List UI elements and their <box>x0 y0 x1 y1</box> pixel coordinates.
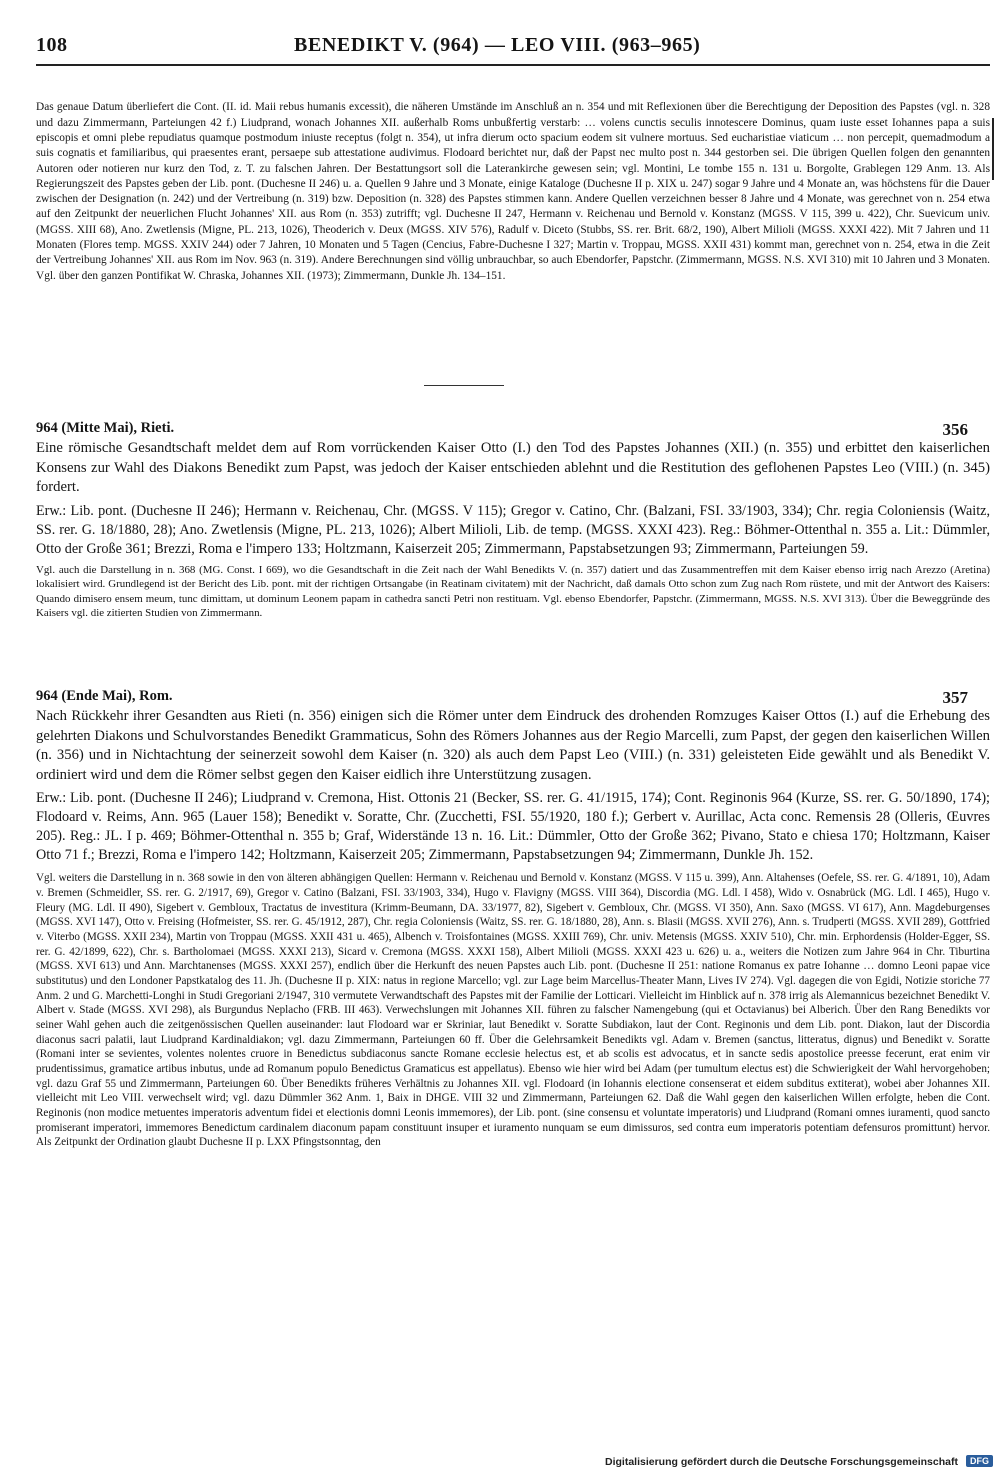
entry-date-place: 964 (Ende Mai), Rom. <box>36 688 173 704</box>
section-separator <box>424 385 504 386</box>
entry-date-place: 964 (Mitte Mai), Rieti. <box>36 420 175 436</box>
regest-entry-356 <box>36 420 990 620</box>
commentary-text: Vgl. weiters die Darstellung in n. 368 sowie in den von älteren abhängigen Quellen: Hermann v. Reichenau und Bernold v. Konstanz (MGSS. V 115 u. 399), Ann. Altahenses (Oefele, SS. rer. G. 4/1891, 10), Adam v. Bremen (Schmeidler, SS. rer. G. 2/1917, 69), Gregor v. Catino (Balzani, FSI. 33/1903, 334), Hugo v. Flavigny (MGSS. VIII 364), Discordia (MG. Ldl. I 458), Wido v. Osnabrück (MG. Ldl. I 465), Hugo v. Fleury (MG. Ldl. II 490), Sigebert v. Gembloux, Tractatus de investitura (Krimm-Beumann, DA. 33/1977, 82), Sigebert v. Gembloux, Chr. (MGSS. VI 350), Ann. Saxo (MGSS. VI 617), Ann. Magdeburgenses (MGSS. XVI 147), Otto v. Freising (Hofmeister, SS. rer. G. 45/1912, 287), Chr. regia Coloniensis (Waitz, SS. rer. G. 18/1880, 28), Ann. s. Blasii (MGSS. XVII 276), Ann. s. Trudperti (MGSS. XVII 289), Gottfried v. Viterbo (MGSS. XXII 234), Martin von Troppau (MGSS. XXII 431 u. 465), Albench v. Troisfontaines (MGSS. XXIII 769), Chr. univ. Metensis (MGSS. XXIV 510), Chr. min. Erphordensis (Holder-Egger, SS. rer. G. 42/1899, 622), Chr. s. Bartholomaei (MGSS. XXXI 213), Sicard v. Cremona (MGSS. XXXI 158), Albert Milioli (MGSS. XXXI 423 u. 626) u. a., weiters die Notizen zum Jahre 964 in Chr. Tiburtina (MGSS. XVI 613) und Ann. Marchtanenses (MGSS. XXXI 257), endlich über die Herkunft des neuen Papstes auch Lib. pont. (Duchesne II 251: natione Romanus ex patre Iohanne … domno Leoni papae vice substitutus) und den Londoner Papstkatalog des 11. Jh. (Duchesne II p. XIX: natus in regione Marcello; vgl. zur Lage beim Marcellus-Theater Mann, Lives IV 274). Vgl. dagegen die von Egidi, Notizie storiche 77 Anm. 2 und G. Marchetti-Longhi in Studi Gregoriani 2/1947, 310 vermutete Verwandtschaft des Papstes mit der Familie der Lotticari. Vielleicht im Hinblick auf n. 378 irrig als Alemannicus bezeichnet Benedikt V. Albert v. Stade (MGSS. XVI 298), als Burgundus Neplacho (FRB. III 463). Verwechslungen mit Johannes XII. führen zu falscher Namengebung (qui et Octavianus) bei Alberich. Über den Rang Benedikts vor seiner Wahl gehen auch die zeitgenössischen Quellen auseinander: laut Flodoard war er Skriniar, laut Benedikt v. Soratte Subdiakon, laut der Cont. Reginonis und dem Lib. pont. Diakon, laut der Discordia diaconus sacri palatii, laut Liudprand Kardinaldiakon; vgl. dazu Zimmermann, Parteiungen 60 ff. Über die Gelehrsamkeit Benedikts vgl. Adam v. Bremen (sanctus, litteratus, dignus) und Benedikt v. Soratte (Romani inter se sevientes, volentes nolentes cruore in Benedictus subdiaconus sancte Romane ecclesie helectus est, et ab scolis est advocatus, et in sancte sedis apostolice preesse fecerunt, erat enim vir prudentissimus, gramatice artibus inbutus, unde ad Romanum populo Benedictus Gramaticus est appellatus). Ebenso wie hier wird bei Adam (per tumultum electus est) die Schwierigkeit der Wahl hervorgehoben; vgl. dazu Graf 55 und Zimmermann, Parteiungen 60. Über Benedikts früheres Verhältnis zu Johannes XII. vgl. Flodoard (in Iohannis electione consenserat et eidem subditus extiterat), wobei aber Johannes XII. vielleicht mit Leo VIII. verwechselt wird; vgl. dazu Dümmler 362 Anm. 1, Baix in DHGE. VIII 32 und Zimmermann, Parteiungen 62. Daß die Wahl gegen den kaiserlichen Willen erfolgte, heben die Cont. Reginonis (non modice metuentes imperatoris adventum fidei et electionis domni Leonis immemores), der Lib. pont. (sine consensu et voluntate imperatoris) und Liudprand (Romani omnes iuramenti, quod sancto promiserant imperatori, immemores Benedictum cardinalem diaconum papam constituunt insuper et iuramento nunquam se eum dimissuros, sed contra eum imperatoris potentiam defensuros promittunt) hervor. Als Zeitpunkt der Ordination glaubt Duchesne II p. LXX Pfingstsonntag, den <box>36 872 990 1149</box>
funding-note: Digitalisierung gefördert durch die Deutsche Forschungsgemeinschaft <box>605 1456 958 1468</box>
footer <box>605 1452 993 1472</box>
page-number: 108 <box>36 34 68 56</box>
references-text: Erw.: Lib. pont. (Duchesne II 246); Liudprand v. Cremona, Hist. Ottonis 21 (Becker, SS. rer. G. 41/1915, 174); Cont. Reginonis 964 (Kurze, SS. rer. G. 50/1890, 174); Flodoard v. Reims, Ann. 965 (Lauer 158); Benedikt v. Soratte, Chr. (Zucchetti, FSI. 55/1920, 180 f.); Gerbert v. Aurillac, Acta conc. Remensis 28 (Olleris, Œuvres 205). Reg.: JL. I p. 469; Böhmer-Ottenthal n. 355 b; Graf, Widerstände 13 n. 16. Lit.: Dümmler, Otto der Große 362; Pivano, Stato e chiesa 170; Holtzmann, Kaiser Otto 71 f.; Brezzi, Roma e l'impero 142; Holtzmann, Kaiserzeit 205; Zimmermann, Papstabsetzungen 94; Zimmermann, Dunkle Jh. 152. <box>36 790 990 864</box>
entry-heading <box>36 420 990 439</box>
entry-number: 356 <box>942 420 968 439</box>
commentary-text: Vgl. auch die Darstellung in n. 368 (MG. Const. I 669), wo die Gesandtschaft in die Zeit nach der Wahl Benedikts V. (n. 357) datiert und das Zusammentreffen mit dem Kaiser ebenso irrig nach Arezzo (Aretina) lokalisiert wird. Grundlegend ist der Bericht des Lib. pont. mit der richtigen Ortsangabe (in Reatinam civitatem) mit der Nachricht, daß damals Otto schon zum Zug nach Rom rüstete, und mit der Antwort des Kaisers: Quando dimisero ensem meum, tunc dimittam, ut dominum Leonem papam in cathedra sancti Petri non restituam. Vgl. ebenso Ebendorfer, Papstchr. (Zimmermann, MGSS. N.S. XVI 313). Über die Beweggründe des Kaisers vgl. die zitierten Studien von Zimmermann. <box>36 563 990 619</box>
regest-text: Eine römische Gesandtschaft meldet dem auf Rom vorrückenden Kaiser Otto (I.) den Tod des Papstes Johannes (XII.) (n. 355) und erbittet den kaiserlichen Konsens zur Wahl des Diakons Benedikt zum Papst, was jedoch der Kaiser entschieden ablehnt und die Restitution des geflohenen Papstes Leo (VIII.) (n. 345) fordert. <box>36 440 990 495</box>
references-text: Erw.: Lib. pont. (Duchesne II 246); Hermann v. Reichenau, Chr. (MGSS. V 115); Gregor v. Catino, Chr. (Balzani, FSI. 33/1903, 334); Chr. regia Coloniensis (Waitz, SS. rer. G. 18/1880, 28); Ano. Zwetlensis (Migne, PL. 213, 1026); Albert Milioli, Lib. de temp. (MGSS. XXXI 423). Reg.: Böhmer-Ottenthal n. 355 a. Lit.: Dümmler, Otto der Große 361; Brezzi, Roma e l'impero 133; Holtzmann, Kaiserzeit 205; Zimmermann, Papstabsetzungen 93; Zimmermann, Parteiungen 59. <box>36 502 990 557</box>
entry-heading <box>36 688 990 707</box>
header-rule <box>36 64 990 66</box>
dfg-logo-icon: DFG <box>966 1455 993 1467</box>
notes-paragraph: Das genaue Datum überliefert die Cont. (II. id. Maii rebus humanis excessit), die näheren Umstände im Anschluß an n. 354 und mit Reflexionen über die Berechtigung der Deposition des Papstes (vgl. n. 328 und dazu Zimmermann, Parteiungen 42 f.) Liudprand, wonach Johannes XII. außerhalb Roms unbußfertig verstarb: … volens cunctis seculis innotescere Dominus, quam iuste esset Iohannes papa a suis episcopis et omni plebe repudiatus quamque postmodum iniuste receptus (folgt n. 354), ut infra dierum octo spacium eodem sit vulnere mortuus. Sed eucharistiae viaticum … non percepit, quemadmodum a suis cognatis et familiaribus, qui praesentes erant, persaepe sub attestatione audivimus. Flodoard berichtet nur, daß der Papst nec multo post n. 344 gestorben sei. Die übrigen Quellen folgen den genannten Autoren oder notieren nur kurz den Tod, z. T. zu falschen Jahren. Der Bestattungsort soll die Laterankirche gewesen sein; vgl. Montini, Le tombe 155 n. 131 u. Borgolte, Grablegen 129 Anm. 13. Als Regierungszeit des Papstes geben der Lib. pont. (Duchesne II 246) u. a. Quellen 9 Jahre und 3 Monate, einige Kataloge (Duchesne II p. XIX u. 247) sogar 9 Jahre und 4 Monate an, was höchstens für die Dauer zwischen der Designation (n. 242) und der Vertreibung (n. 319) bzw. Deposition (n. 328) des Papstes stimmen kann. Andere Quellen verzeichnen besser 8 Jahre und 4 Monate, was gerechnet von n. 254 etwa auf den Zeitpunkt der neuerlichen Flucht Johannes' XII. aus Rom (n. 353) zutrifft; vgl. Duchesne II 247, Hermann v. Reichenau und Bernold v. Konstanz (MGSS. V 115, 399 u. 422), Chr. Suevicum univ. (MGSS. XIII 68), Ano. Zwetlensis (Migne, PL. 213, 1026), Theoderich v. Deux (MGSS. XIV 576), Radulf v. Diceto (Stubbs, SS. rer. Brit. 68/2, 190), Albert Milioli (MGSS. XXXI 422). Mit 7 Jahren und 11 Monaten (Flores temp. MGSS. XXIV 244) oder 7 Jahren, 10 Monaten und 5 Tagen (Cencius, Fabre-Duchesne I 327; Martin v. Troppau, MGSS. XXII 431) kommt man, gerechnet von n. 254, etwa in die Zeit der Vertreibung Johannes' XII. aus Rom im Nov. 963 (n. 319). Andere Berechnungen sind völlig unbrauchbar, so auch Ebendorfer, Papstchr. (Zimmermann, MGSS. N.S. XVI 310) mit 10 Jahren und 3 Monaten. Vgl. über den ganzen Pontifikat W. Chraska, Johannes XII. (1973); Zimmermann, Dunkle Jh. 134–151. <box>36 101 990 282</box>
regest-text: Nach Rückkehr ihrer Gesandten aus Rieti (n. 356) einigen sich die Römer unter dem Eindruck des drohenden Romzuges Kaiser Ottos (I.) auf die Erhebung des gelehrten Diakons und Schulvorstandes Benedikt Grammaticus, Sohn des Römers Johannes aus der Regio Marcelli, zum Papst, der gegen den kaiserlichen Willen (n. 356) und in Nichtachtung der seinerzeit sowohl dem Kaiser (n. 320) als auch dem Papst Leo (VIII.) (n. 331) geleisteten Eide gewählt und als Benedikt V. ordiniert wird und dem die Römer selbst gegen den Kaiser eidlich ihre Unterstützung zusagen. <box>36 708 990 783</box>
margin-mark <box>992 118 994 180</box>
regest-entry-357 <box>36 688 990 1150</box>
running-head: BENEDIKT V. (964) — LEO VIII. (963–965) <box>294 34 701 56</box>
entry-number: 357 <box>942 688 968 707</box>
page-header <box>36 34 990 64</box>
